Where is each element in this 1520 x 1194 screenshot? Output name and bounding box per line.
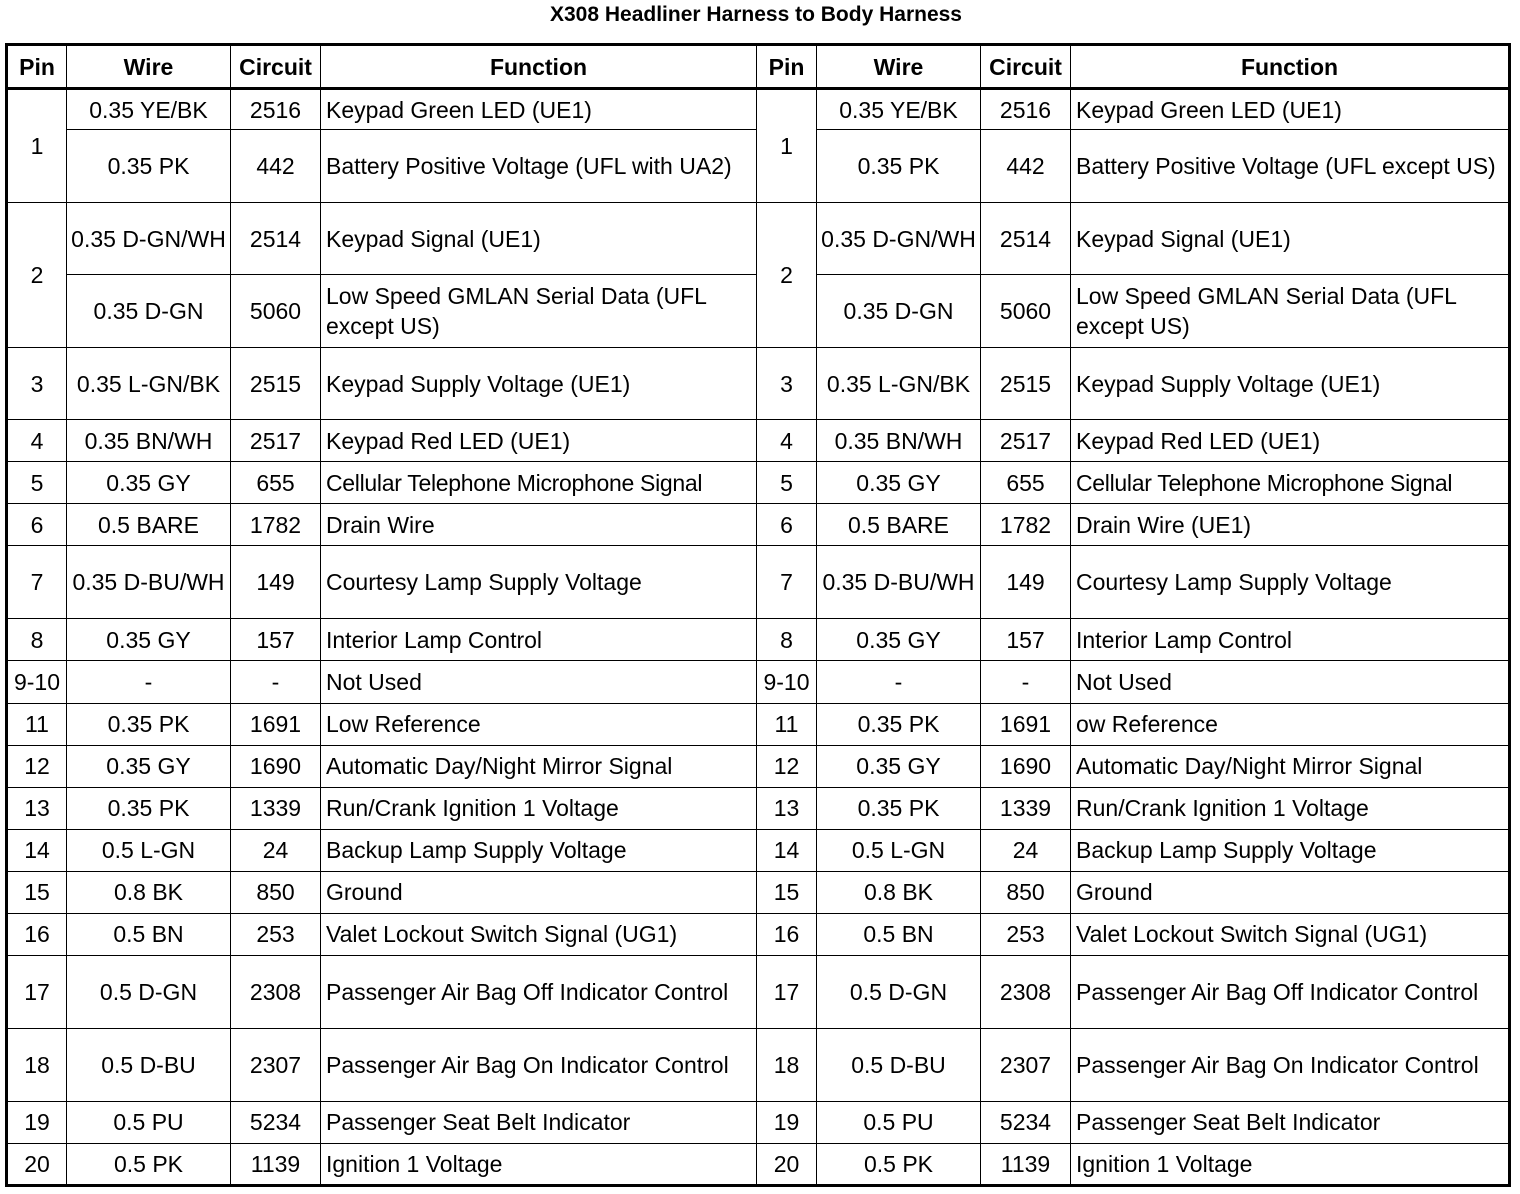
pin-cell: 8	[7, 619, 67, 661]
pin-cell: 3	[7, 348, 67, 420]
wire-cell: 0.35 D-GN/WH	[67, 203, 231, 275]
circuit-cell: 253	[981, 913, 1071, 955]
function-cell: Keypad Red LED (UE1)	[1071, 420, 1510, 462]
wire-cell: 0.5 BARE	[67, 504, 231, 546]
function-cell: Ignition 1 Voltage	[1071, 1143, 1510, 1185]
function-cell: Passenger Seat Belt Indicator	[1071, 1101, 1510, 1143]
circuit-cell: 2307	[231, 1028, 321, 1101]
circuit-cell: 655	[231, 462, 321, 504]
column-header-wire: Wire	[67, 45, 231, 89]
wire-cell: 0.5 D-GN	[817, 955, 981, 1028]
pin-cell: 16	[757, 913, 817, 955]
function-cell: Keypad Supply Voltage (UE1)	[321, 348, 757, 420]
table-row	[7, 462, 1510, 504]
wire-cell: 0.35 PK	[817, 703, 981, 745]
wire-cell: 0.35 PK	[817, 130, 981, 203]
wire-cell: 0.5 L-GN	[817, 829, 981, 871]
pin-cell: 17	[757, 955, 817, 1028]
function-cell: Courtesy Lamp Supply Voltage	[321, 546, 757, 619]
circuit-cell: 2517	[231, 420, 321, 462]
wire-cell: 0.5 PU	[817, 1101, 981, 1143]
circuit-cell: 442	[231, 130, 321, 203]
column-header-function: Function	[1071, 45, 1510, 89]
circuit-cell: 1782	[231, 504, 321, 546]
function-cell: Low Speed GMLAN Serial Data (UFL except US)	[321, 275, 757, 348]
pin-cell: 2	[757, 203, 817, 348]
circuit-cell: 1782	[981, 504, 1071, 546]
function-cell: Valet Lockout Switch Signal (UG1)	[1071, 913, 1510, 955]
pin-cell: 6	[757, 504, 817, 546]
pin-cell: 8	[757, 619, 817, 661]
pin-cell: 18	[757, 1028, 817, 1101]
circuit-cell: 2308	[981, 955, 1071, 1028]
table-row	[7, 546, 1510, 619]
wire-cell: 0.5 BARE	[817, 504, 981, 546]
circuit-cell: 5234	[231, 1101, 321, 1143]
circuit-cell: 1139	[981, 1143, 1071, 1185]
pin-cell: 13	[7, 787, 67, 829]
column-header-pin: Pin	[757, 45, 817, 89]
circuit-cell: -	[231, 661, 321, 703]
circuit-cell: 2308	[231, 955, 321, 1028]
table-row	[7, 1101, 1510, 1143]
pin-cell: 3	[757, 348, 817, 420]
circuit-cell: 2515	[231, 348, 321, 420]
wire-cell: 0.5 PK	[67, 1143, 231, 1185]
circuit-cell: 850	[981, 871, 1071, 913]
circuit-cell: 2515	[981, 348, 1071, 420]
wire-cell: 0.8 BK	[817, 871, 981, 913]
function-cell: Backup Lamp Supply Voltage	[1071, 829, 1510, 871]
table-row	[7, 1028, 1510, 1101]
function-cell: Backup Lamp Supply Voltage	[321, 829, 757, 871]
wire-cell: 0.35 GY	[817, 619, 981, 661]
circuit-cell: 1339	[981, 787, 1071, 829]
table-row	[7, 787, 1510, 829]
table-row	[7, 420, 1510, 462]
wire-cell: 0.35 GY	[67, 745, 231, 787]
circuit-cell: 5234	[981, 1101, 1071, 1143]
pin-cell: 4	[7, 420, 67, 462]
function-cell: Drain Wire (UE1)	[1071, 504, 1510, 546]
pin-cell: 5	[757, 462, 817, 504]
pin-cell: 17	[7, 955, 67, 1028]
table-row	[7, 619, 1510, 661]
wire-cell: 0.8 BK	[67, 871, 231, 913]
circuit-cell: 149	[231, 546, 321, 619]
wire-cell: 0.35 PK	[817, 787, 981, 829]
pin-cell: 4	[757, 420, 817, 462]
function-cell: Not Used	[321, 661, 757, 703]
wire-cell: 0.35 PK	[67, 130, 231, 203]
wire-cell: 0.35 GY	[817, 462, 981, 504]
circuit-cell: 5060	[231, 275, 321, 348]
pin-cell: 19	[7, 1101, 67, 1143]
wire-cell: 0.35 YE/BK	[67, 89, 231, 130]
wire-cell: 0.5 D-BU	[817, 1028, 981, 1101]
function-cell: Keypad Red LED (UE1)	[321, 420, 757, 462]
function-cell: Battery Positive Voltage (UFL except US)	[1071, 130, 1510, 203]
wire-cell: 0.5 BN	[67, 913, 231, 955]
circuit-cell: 1690	[231, 745, 321, 787]
circuit-cell: 442	[981, 130, 1071, 203]
function-cell: Keypad Green LED (UE1)	[321, 89, 757, 130]
pin-cell: 18	[7, 1028, 67, 1101]
pin-cell: 20	[7, 1143, 67, 1185]
function-cell: Cellular Telephone Microphone Signal	[1071, 462, 1510, 504]
function-cell: Low Speed GMLAN Serial Data (UFL except US)	[1071, 275, 1510, 348]
circuit-cell: 2514	[981, 203, 1071, 275]
header-row	[7, 45, 1510, 89]
function-cell: Ground	[321, 871, 757, 913]
wire-cell: 0.35 D-GN	[817, 275, 981, 348]
circuit-cell: 2516	[231, 89, 321, 130]
pin-cell: 11	[7, 703, 67, 745]
function-cell: Low Reference	[321, 703, 757, 745]
wire-cell: 0.5 PU	[67, 1101, 231, 1143]
pin-cell: 13	[757, 787, 817, 829]
wire-cell: 0.5 BN	[817, 913, 981, 955]
column-header-circuit: Circuit	[231, 45, 321, 89]
function-cell: Passenger Seat Belt Indicator	[321, 1101, 757, 1143]
table-row	[7, 203, 1510, 275]
pin-cell: 1	[7, 89, 67, 203]
wire-cell: 0.35 D-GN	[67, 275, 231, 348]
column-header-pin: Pin	[7, 45, 67, 89]
function-cell: Passenger Air Bag On Indicator Control	[1071, 1028, 1510, 1101]
wire-cell: 0.35 BN/WH	[67, 420, 231, 462]
circuit-cell: 2516	[981, 89, 1071, 130]
circuit-cell: 157	[231, 619, 321, 661]
circuit-cell: 5060	[981, 275, 1071, 348]
circuit-cell: 157	[981, 619, 1071, 661]
function-cell: Courtesy Lamp Supply Voltage	[1071, 546, 1510, 619]
table-row	[7, 955, 1510, 1028]
function-cell: Cellular Telephone Microphone Signal	[321, 462, 757, 504]
function-cell: ow Reference	[1071, 703, 1510, 745]
function-cell: Interior Lamp Control	[321, 619, 757, 661]
wire-cell: 0.35 D-BU/WH	[67, 546, 231, 619]
table-row	[7, 871, 1510, 913]
function-cell: Passenger Air Bag Off Indicator Control	[1071, 955, 1510, 1028]
circuit-cell: 2517	[981, 420, 1071, 462]
pin-cell: 15	[757, 871, 817, 913]
circuit-cell: 2514	[231, 203, 321, 275]
pin-cell: 7	[757, 546, 817, 619]
table-row	[7, 504, 1510, 546]
function-cell: Battery Positive Voltage (UFL with UA2)	[321, 130, 757, 203]
table-row	[7, 1143, 1510, 1185]
wire-cell: 0.5 L-GN	[67, 829, 231, 871]
pinout-table	[5, 43, 1511, 1187]
function-cell: Run/Crank Ignition 1 Voltage	[321, 787, 757, 829]
function-cell: Ignition 1 Voltage	[321, 1143, 757, 1185]
pin-cell: 1	[757, 89, 817, 203]
column-header-wire: Wire	[817, 45, 981, 89]
function-cell: Not Used	[1071, 661, 1510, 703]
function-cell: Valet Lockout Switch Signal (UG1)	[321, 913, 757, 955]
circuit-cell: 1139	[231, 1143, 321, 1185]
table-row	[7, 913, 1510, 955]
document-title: X308 Headliner Harness to Body Harness	[549, 3, 962, 26]
pin-cell: 11	[757, 703, 817, 745]
pin-cell: 9-10	[757, 661, 817, 703]
circuit-cell: -	[981, 661, 1071, 703]
wire-cell: 0.35 GY	[67, 462, 231, 504]
table-row	[7, 703, 1510, 745]
column-header-circuit: Circuit	[981, 45, 1071, 89]
table-row	[7, 745, 1510, 787]
wire-cell: 0.35 D-GN/WH	[817, 203, 981, 275]
wire-cell: -	[67, 661, 231, 703]
pin-cell: 14	[7, 829, 67, 871]
pin-cell: 14	[757, 829, 817, 871]
function-cell: Keypad Signal (UE1)	[321, 203, 757, 275]
wire-cell: -	[817, 661, 981, 703]
pin-cell: 9-10	[7, 661, 67, 703]
table-row	[7, 89, 1510, 130]
wire-cell: 0.35 PK	[67, 787, 231, 829]
pin-cell: 19	[757, 1101, 817, 1143]
function-cell: Automatic Day/Night Mirror Signal	[321, 745, 757, 787]
table-row	[7, 348, 1510, 420]
circuit-cell: 1691	[231, 703, 321, 745]
function-cell: Keypad Supply Voltage (UE1)	[1071, 348, 1510, 420]
function-cell: Passenger Air Bag On Indicator Control	[321, 1028, 757, 1101]
circuit-cell: 655	[981, 462, 1071, 504]
circuit-cell: 253	[231, 913, 321, 955]
wire-cell: 0.35 GY	[67, 619, 231, 661]
wire-cell: 0.35 YE/BK	[817, 89, 981, 130]
wire-cell: 0.35 PK	[67, 703, 231, 745]
wire-cell: 0.35 L-GN/BK	[67, 348, 231, 420]
pin-cell: 6	[7, 504, 67, 546]
circuit-cell: 24	[231, 829, 321, 871]
pin-cell: 2	[7, 203, 67, 348]
circuit-cell: 24	[981, 829, 1071, 871]
pin-cell: 15	[7, 871, 67, 913]
pin-cell: 5	[7, 462, 67, 504]
circuit-cell: 2307	[981, 1028, 1071, 1101]
table-row	[7, 661, 1510, 703]
pin-cell: 12	[7, 745, 67, 787]
function-cell: Keypad Signal (UE1)	[1071, 203, 1510, 275]
wire-cell: 0.35 D-BU/WH	[817, 546, 981, 619]
wire-cell: 0.35 L-GN/BK	[817, 348, 981, 420]
function-cell: Passenger Air Bag Off Indicator Control	[321, 955, 757, 1028]
pin-cell: 20	[757, 1143, 817, 1185]
function-cell: Drain Wire	[321, 504, 757, 546]
circuit-cell: 850	[231, 871, 321, 913]
table-row	[7, 829, 1510, 871]
pin-cell: 12	[757, 745, 817, 787]
column-header-function: Function	[321, 45, 757, 89]
function-cell: Keypad Green LED (UE1)	[1071, 89, 1510, 130]
wire-cell: 0.5 D-BU	[67, 1028, 231, 1101]
circuit-cell: 1690	[981, 745, 1071, 787]
function-cell: Automatic Day/Night Mirror Signal	[1071, 745, 1510, 787]
function-cell: Ground	[1071, 871, 1510, 913]
wire-cell: 0.5 D-GN	[67, 955, 231, 1028]
circuit-cell: 1339	[231, 787, 321, 829]
function-cell: Interior Lamp Control	[1071, 619, 1510, 661]
function-cell: Run/Crank Ignition 1 Voltage	[1071, 787, 1510, 829]
circuit-cell: 1691	[981, 703, 1071, 745]
wire-cell: 0.5 PK	[817, 1143, 981, 1185]
wire-cell: 0.35 BN/WH	[817, 420, 981, 462]
circuit-cell: 149	[981, 546, 1071, 619]
pin-cell: 16	[7, 913, 67, 955]
wire-cell: 0.35 GY	[817, 745, 981, 787]
pin-cell: 7	[7, 546, 67, 619]
